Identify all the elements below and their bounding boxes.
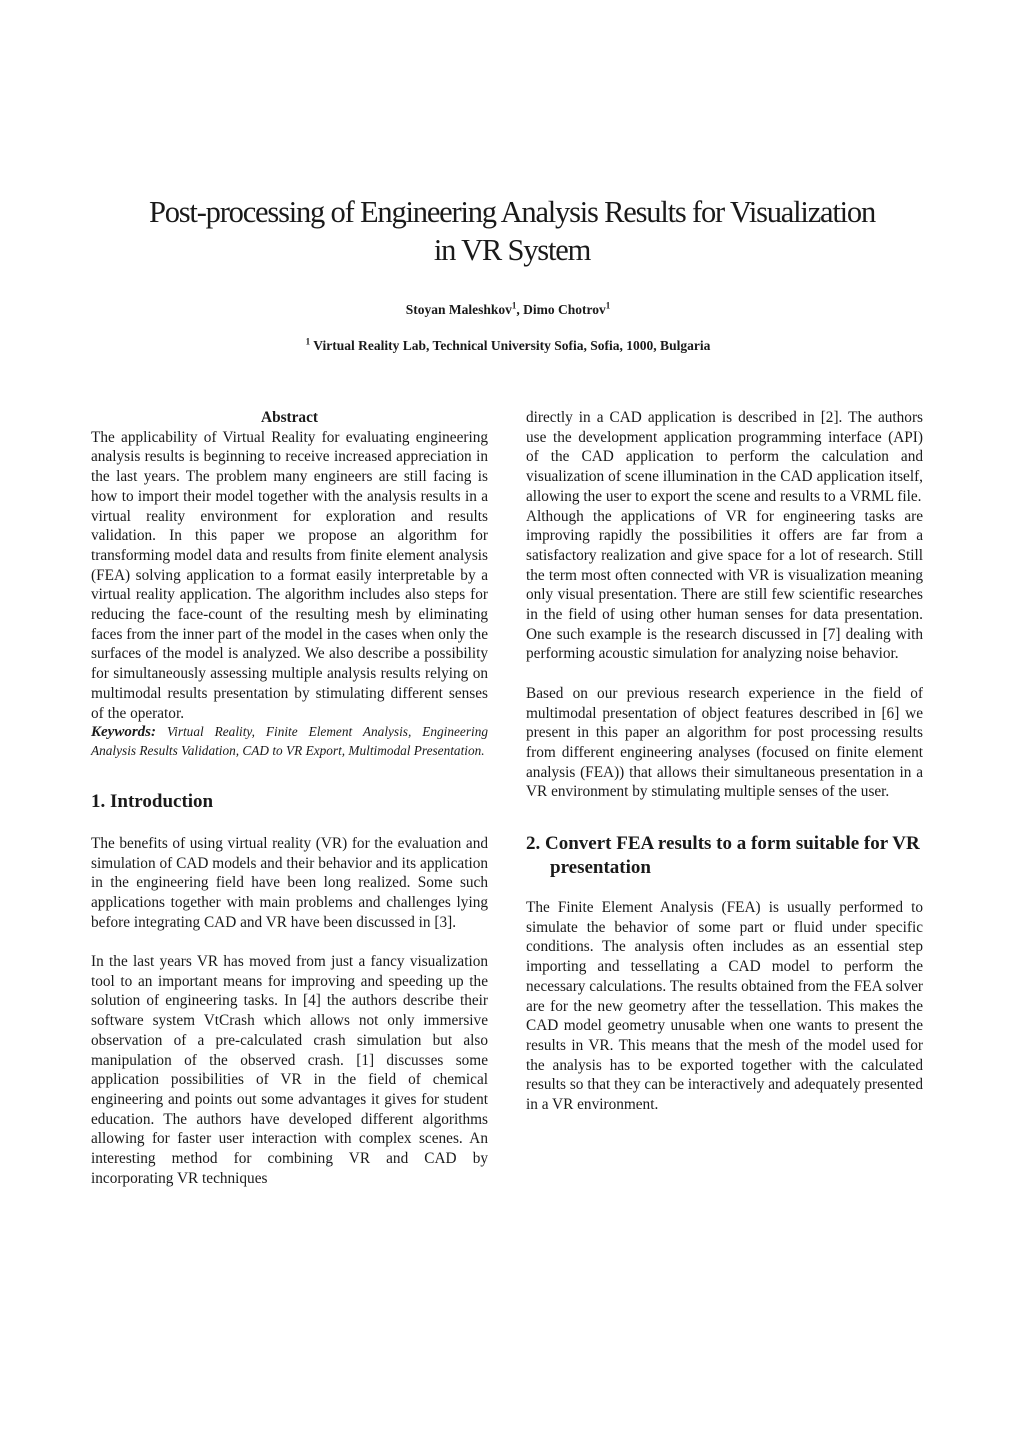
abstract-heading: Abstract xyxy=(261,409,318,426)
section-1-paragraph-1: The benefits of using virtual reality (VR) for the evaluation and simulation of CAD models and their behavior and its application in the engineering field have been long realized. Some such applications together with main problems and challenges lying before integrating CAD and VR have been discussed in [3]. xyxy=(91,834,488,931)
section-1-paragraph-4: Although the applications of VR for engineering tasks are improving rapidly the possibilities it offers are far from a satisfactory realization and give space for a lot of research. Still the term most often connected with VR is visualization meaning only visual presentation. There are still few scientific researches in the field of using other human senses for data presentation. One such example is the research discussed in [7] dealing with performing acoustic simulation for analyzing noise behavior. xyxy=(526,507,923,663)
section-1-paragraph-3: directly in a CAD application is described in [2]. The authors use the development application programming interface (API) of the CAD application to perform the calculation and visualization of scene illumination in the CAD application itself, allowing the user to export the scene and results to a VRML file. xyxy=(526,409,923,505)
section-1-paragraph-5: Based on our previous research experience in the field of multimodal presentation of object features described in [6] we present in this paper an algorithm for post processing results from different engineering analyses (focused on finite element analysis (FEA)) that allows their simultaneous presentation in a VR environment by stimulating multiple senses of the user. xyxy=(526,684,923,801)
abstract-text: The applicability of Virtual Reality for evaluating engineering analysis results is beginning to receive increased appreciation in the last years. The problem many engineers are still facing is how to import their model together with the analysis results in a virtual reality environment for exploration and results validation. In this paper we propose an algorithm for transforming model data and results from finite element analysis (FEA) solving application to a format easily interpretable by a virtual reality application. The algorithm includes also steps for reducing the face-count of the resulting mesh by eliminating faces from the inner part of the model in the cases when only the surfaces of the model is analyzed. We also describe a possibility for simultaneously assessing multiple analysis results relying on multimodal results presentation by stimulating different senses of the operator. xyxy=(91,428,488,722)
title-line-1: Post-processing of Engineering Analysis Results for Visualization xyxy=(148,195,876,229)
left-column xyxy=(91,408,488,1188)
section-1-heading: 1. Introduction xyxy=(91,790,214,812)
affiliation-mark: 1 xyxy=(305,336,311,347)
paper-title xyxy=(60,193,964,269)
author-2: Dimo Chotrov xyxy=(523,302,606,317)
affiliation xyxy=(0,338,1016,354)
section-1-paragraph-2: In the last years VR has moved from just a fancy visualization tool to an important means for improving and speeding up the solution of engineering tasks. In [4] the authors describe their software system VtCrash which allows not only immersive observation of a pre-calculated crash simulation but also manipulation of the observed crash. [1] discusses some application possibilities of VR in the field of chemical engineering and points out some advantages it gives for student education. The authors have developed different algorithms allowing for faster user interaction with complex scenes. An interesting method for combining VR and CAD by incorporating VR techniques xyxy=(91,953,488,1187)
author-2-affiliation-mark: 1 xyxy=(605,300,611,311)
section-2-heading: 2. Convert FEA results to a form suitable for VR presentation xyxy=(526,833,920,879)
keywords-label: Keywords: xyxy=(91,724,156,741)
keywords xyxy=(91,723,488,760)
affiliation-text: Virtual Reality Lab, Technical University Sofia, Sofia, 1000, Bulgaria xyxy=(313,338,711,353)
title-line-2: in VR System xyxy=(433,233,591,267)
author-separator: , xyxy=(516,302,524,317)
author-1-affiliation-mark: 1 xyxy=(511,300,517,311)
author-list xyxy=(0,302,1016,318)
section-2-paragraph-1: The Finite Element Analysis (FEA) is usually performed to simulate the behavior of some part or fluid under specific conditions. The analysis often includes as an essential step importing and tessellating a CAD model to perform the necessary calculations. The results obtained from the FEA solver are for the new geometry after the tessellation. This makes the CAD model geometry unusable when one wants to present the results in VR. This means that the mesh of the model used for the analysis has to be exported together with the calculated results so that they can be interactively and adequately presented in a VR environment. xyxy=(526,899,923,1114)
keywords-text: Virtual Reality, Finite Element Analysis, Engineering Analysis Results Validation, CAD to VR Export, Multimodal Presentation. xyxy=(91,724,488,759)
right-column xyxy=(526,408,923,1115)
author-1: Stoyan Maleshkov xyxy=(405,302,512,317)
